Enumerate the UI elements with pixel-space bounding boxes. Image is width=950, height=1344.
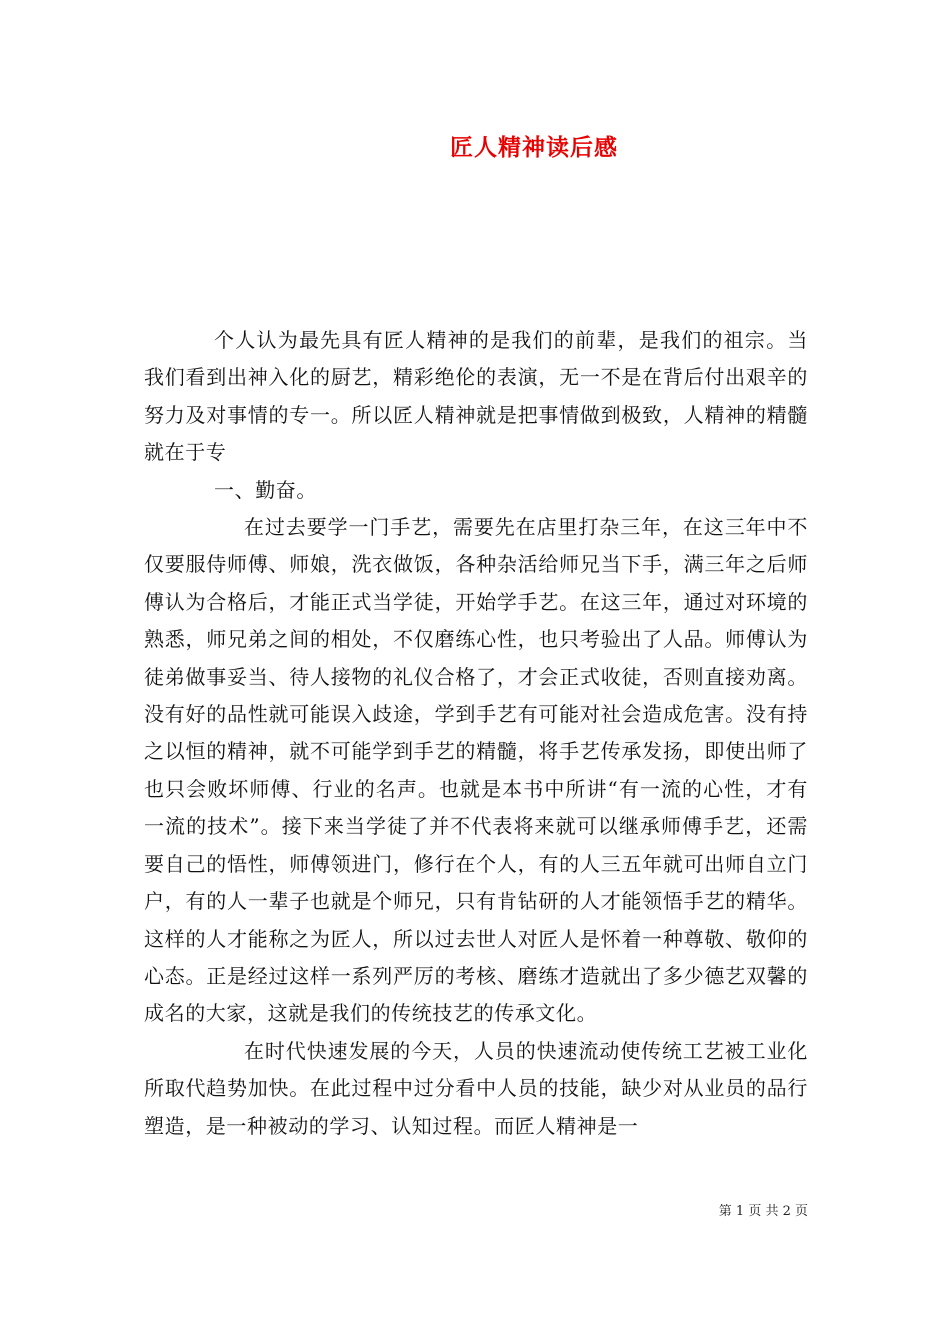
paragraph-apprenticeship: 在过去要学一门手艺，需要先在店里打杂三年，在这三年中不仅要服侍师傅、师娘，洗衣做饭，各种杂活给师兄当下手，满三年之后师傅认为合格后，才能正式当学徒，开始学手艺。在这三年，通过对环境的熟悉，师兄弟之间的相处，不仅磨练心性，也只考验出了人品。师傅认为徒弟做事妥当、待人接物的礼仪合格了，才会正式收徒，否则直接劝离。没有好的品性就可能误入歧途，学到手艺有可能对社会造成危害。没有持之以恒的精神，就不可能学到手艺的精髓，将手艺传承发扬，即使出师了也只会败坏师傅、行业的名声。也就是本书中所讲“有一流的心性，才有一流的技术”。接下来当学徒了并不代表将来就可以继承师傅手艺，还需要自己的悟性，师傅领进门，修行在个人，有的人三五年就可出师自立门户，有的人一辈子也就是个师兄，只有肯钻研的人才能领悟手艺的精华。这样的人才能称之为匠人，所以过去世人对匠人是怀着一种尊敬、敬仰的心态。正是经过这样一系列严厉的考核、磨练才造就出了多少德艺双馨的成名的大家，这就是我们的传统技艺的传承文化。 <box>144 515 808 1026</box>
section-heading-diligence: 一、勤奋。 <box>214 477 317 502</box>
paragraph-intro: 个人认为最先具有匠人精神的是我们的前辈，是我们的祖宗。当我们看到出神入化的厨艺，精彩绝伦的表演，无一不是在背后付出艰辛的努力及对事情的专一。所以匠人精神就是把事情做到极致，人精神的精髓就在于专 <box>144 328 808 465</box>
document-title: 匠人精神读后感 <box>450 135 618 161</box>
paragraph-modern-era: 在时代快速发展的今天，人员的快速流动使传统工艺被工业化所取代趋势加快。在此过程中过分看中人员的技能，缺少对从业员的品行塑造，是一种被动的学习、认知过程。而匠人精神是一 <box>144 1038 808 1138</box>
document-body <box>144 322 808 1145</box>
page-number-footer: 第 1 页 共 2 页 <box>718 1204 808 1219</box>
